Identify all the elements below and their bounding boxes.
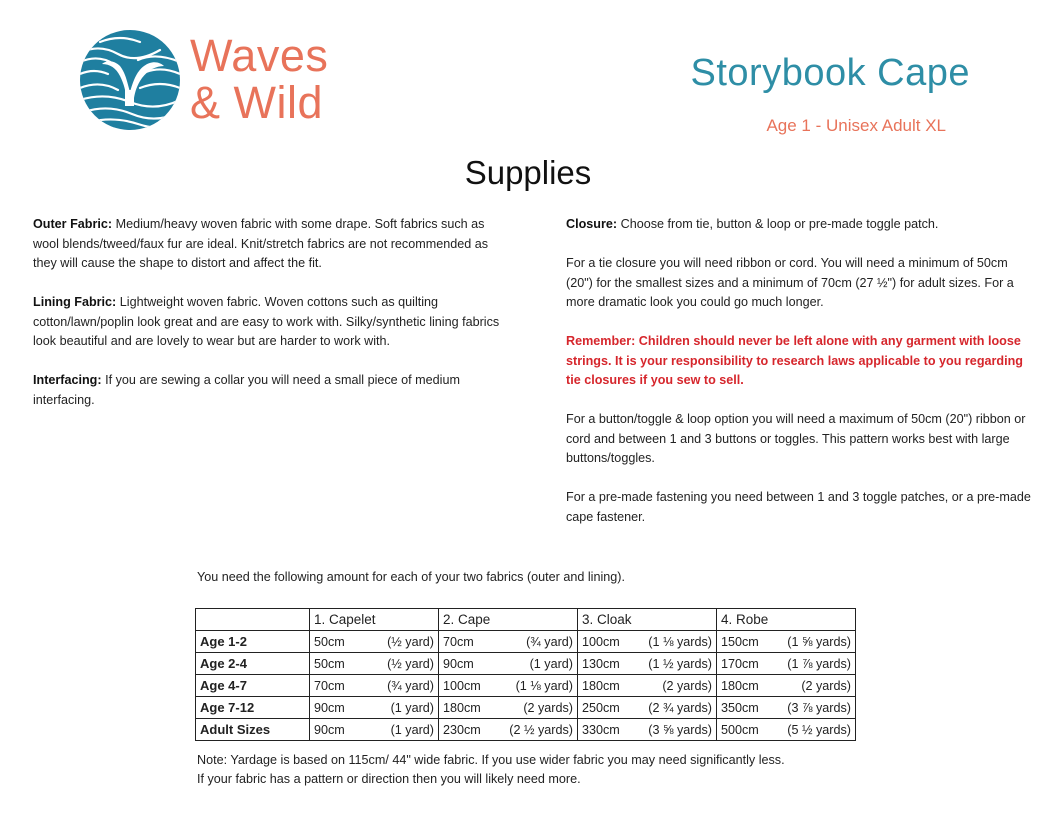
pattern-title: Storybook Cape bbox=[690, 52, 970, 94]
yardage-table bbox=[195, 608, 856, 741]
cell-yards: (1 yard) bbox=[390, 722, 434, 737]
button-loop-paragraph: For a button/toggle & loop option you will need a maximum of 50cm (20") ribbon or cord and between 1 and 3 buttons or toggles. This pattern works best with large buttons/toggles. bbox=[566, 412, 1026, 465]
table-row bbox=[196, 675, 856, 697]
cell-yards: (2 ¾ yards) bbox=[648, 700, 712, 715]
cell-metric: 90cm bbox=[443, 656, 474, 671]
table-cell bbox=[310, 631, 439, 653]
cell-metric: 70cm bbox=[314, 678, 345, 693]
cell-yards: (5 ½ yards) bbox=[787, 722, 851, 737]
table-cell bbox=[439, 697, 578, 719]
outer-fabric-text: Medium/heavy woven fabric with some drape. Soft fabrics such as wool blends/tweed/faux fur are ideal. Knit/stretch fabrics are not recommended as they will cause the shape to distort and affect the fit. bbox=[33, 217, 489, 270]
table-body bbox=[196, 631, 856, 741]
cell-metric: 90cm bbox=[314, 722, 345, 737]
table-cell bbox=[717, 653, 856, 675]
brand-line-2: & Wild bbox=[190, 77, 324, 128]
cell-metric: 170cm bbox=[721, 656, 759, 671]
whale-tail-waves-logo bbox=[80, 30, 180, 130]
table-cell bbox=[310, 675, 439, 697]
interfacing-paragraph bbox=[33, 371, 503, 410]
table-cell bbox=[578, 631, 717, 653]
cell-yards: (2 yards) bbox=[801, 678, 851, 693]
cell-metric: 70cm bbox=[443, 634, 474, 649]
cell-metric: 100cm bbox=[582, 634, 620, 649]
lining-fabric-label: Lining Fabric: bbox=[33, 295, 117, 309]
closure-text: Choose from tie, button & loop or pre-made toggle patch. bbox=[617, 217, 939, 231]
lining-fabric-text: Lightweight woven fabric. Woven cottons such as quilting cotton/lawn/poplin look great and are easy to work with. Silky/synthetic lining fabrics look beautiful and are lovely to wear but are harder to work with. bbox=[33, 295, 500, 348]
table-cell bbox=[310, 719, 439, 741]
table-cell bbox=[439, 631, 578, 653]
cell-metric: 130cm bbox=[582, 656, 620, 671]
cell-yards: (2 yards) bbox=[523, 700, 573, 715]
cell-yards: (½ yard) bbox=[387, 634, 434, 649]
cell-yards: (3 ⅞ yards) bbox=[787, 700, 851, 715]
row-label: Age 1-2 bbox=[196, 631, 310, 653]
cell-metric: 150cm bbox=[721, 634, 759, 649]
brand-line-1: Waves bbox=[190, 30, 329, 81]
cell-metric: 90cm bbox=[314, 700, 345, 715]
cell-metric: 50cm bbox=[314, 656, 345, 671]
cell-yards: (1 ⅞ yards) bbox=[787, 656, 851, 671]
cell-metric: 230cm bbox=[443, 722, 481, 737]
cell-yards: (¾ yard) bbox=[526, 634, 573, 649]
cell-metric: 330cm bbox=[582, 722, 620, 737]
table-header-row bbox=[196, 609, 856, 631]
row-label: Adult Sizes bbox=[196, 719, 310, 741]
cell-yards: (½ yard) bbox=[387, 656, 434, 671]
table-cell bbox=[439, 653, 578, 675]
cell-yards: (2 yards) bbox=[662, 678, 712, 693]
lining-fabric-paragraph bbox=[33, 293, 503, 352]
table-cell bbox=[439, 719, 578, 741]
cell-metric: 500cm bbox=[721, 722, 759, 737]
cell-yards: (1 yard) bbox=[529, 656, 573, 671]
cell-metric: 250cm bbox=[582, 700, 620, 715]
row-label: Age 7-12 bbox=[196, 697, 310, 719]
cell-metric: 50cm bbox=[314, 634, 345, 649]
premade-fastening-paragraph: For a pre-made fastening you need between 1 and 3 toggle patches, or a pre-made cape fastener. bbox=[566, 490, 1031, 524]
row-label: Age 2-4 bbox=[196, 653, 310, 675]
interfacing-text: If you are sewing a collar you will need a small piece of medium interfacing. bbox=[33, 373, 460, 407]
table-row bbox=[196, 653, 856, 675]
table-intro: You need the following amount for each of your two fabrics (outer and lining). bbox=[197, 570, 625, 584]
left-column bbox=[33, 215, 503, 430]
table-cell bbox=[717, 719, 856, 741]
table-cell bbox=[310, 697, 439, 719]
closure-paragraph bbox=[566, 215, 1036, 235]
cell-yards: (1 ⅛ yard) bbox=[515, 678, 573, 693]
cell-yards: (1 ⅝ yards) bbox=[787, 634, 851, 649]
outer-fabric-label: Outer Fabric: bbox=[33, 217, 113, 231]
cell-yards: (2 ½ yards) bbox=[509, 722, 573, 737]
table-cell bbox=[310, 653, 439, 675]
closure-label: Closure: bbox=[566, 217, 618, 231]
cell-yards: (1 yard) bbox=[390, 700, 434, 715]
table-cell bbox=[717, 675, 856, 697]
table-cell bbox=[578, 675, 717, 697]
cell-metric: 180cm bbox=[443, 700, 481, 715]
column-header-capelet: 1. Capelet bbox=[310, 609, 439, 631]
table-cell bbox=[578, 697, 717, 719]
cell-yards: (1 ⅛ yards) bbox=[648, 634, 712, 649]
section-title: Supplies bbox=[464, 154, 592, 191]
cell-metric: 100cm bbox=[443, 678, 481, 693]
tie-closure-paragraph: For a tie closure you will need ribbon or cord. You will need a minimum of 50cm (20") for the smallest sizes and a minimum of 70cm (27 ½") for adult sizes. For a more dramatic look you could go much longer. bbox=[566, 256, 1014, 309]
cell-metric: 180cm bbox=[582, 678, 620, 693]
right-column bbox=[566, 215, 1036, 547]
note-line-1: Note: Yardage is based on 115cm/ 44" wide fabric. If you use wider fabric you may need significantly less. bbox=[197, 753, 785, 767]
cell-yards: (¾ yard) bbox=[387, 678, 434, 693]
table-cell bbox=[717, 631, 856, 653]
pattern-size-range: Age 1 - Unisex Adult XL bbox=[766, 116, 946, 135]
brand-wordmark bbox=[190, 32, 328, 126]
table-row bbox=[196, 719, 856, 741]
table-row bbox=[196, 697, 856, 719]
table-cell bbox=[578, 653, 717, 675]
table-cell bbox=[439, 675, 578, 697]
column-header-cloak: 3. Cloak bbox=[578, 609, 717, 631]
column-header-cape: 2. Cape bbox=[439, 609, 578, 631]
row-label: Age 4-7 bbox=[196, 675, 310, 697]
cell-yards: (3 ⅝ yards) bbox=[648, 722, 712, 737]
column-header-robe: 4. Robe bbox=[717, 609, 856, 631]
table-corner-cell bbox=[196, 609, 310, 631]
outer-fabric-paragraph bbox=[33, 215, 503, 274]
cell-yards: (1 ½ yards) bbox=[648, 656, 712, 671]
interfacing-label: Interfacing: bbox=[33, 373, 102, 387]
cell-metric: 180cm bbox=[721, 678, 759, 693]
safety-warning: Remember: Children should never be left alone with any garment with loose strings. It is your responsibility to research laws applicable to you regarding tie closures if you sew to sell. bbox=[566, 334, 1023, 387]
table-cell bbox=[578, 719, 717, 741]
table-cell bbox=[717, 697, 856, 719]
cell-metric: 350cm bbox=[721, 700, 759, 715]
yardage-note bbox=[197, 751, 785, 789]
note-line-2: If your fabric has a pattern or direction then you will likely need more. bbox=[197, 772, 581, 786]
table-row bbox=[196, 631, 856, 653]
